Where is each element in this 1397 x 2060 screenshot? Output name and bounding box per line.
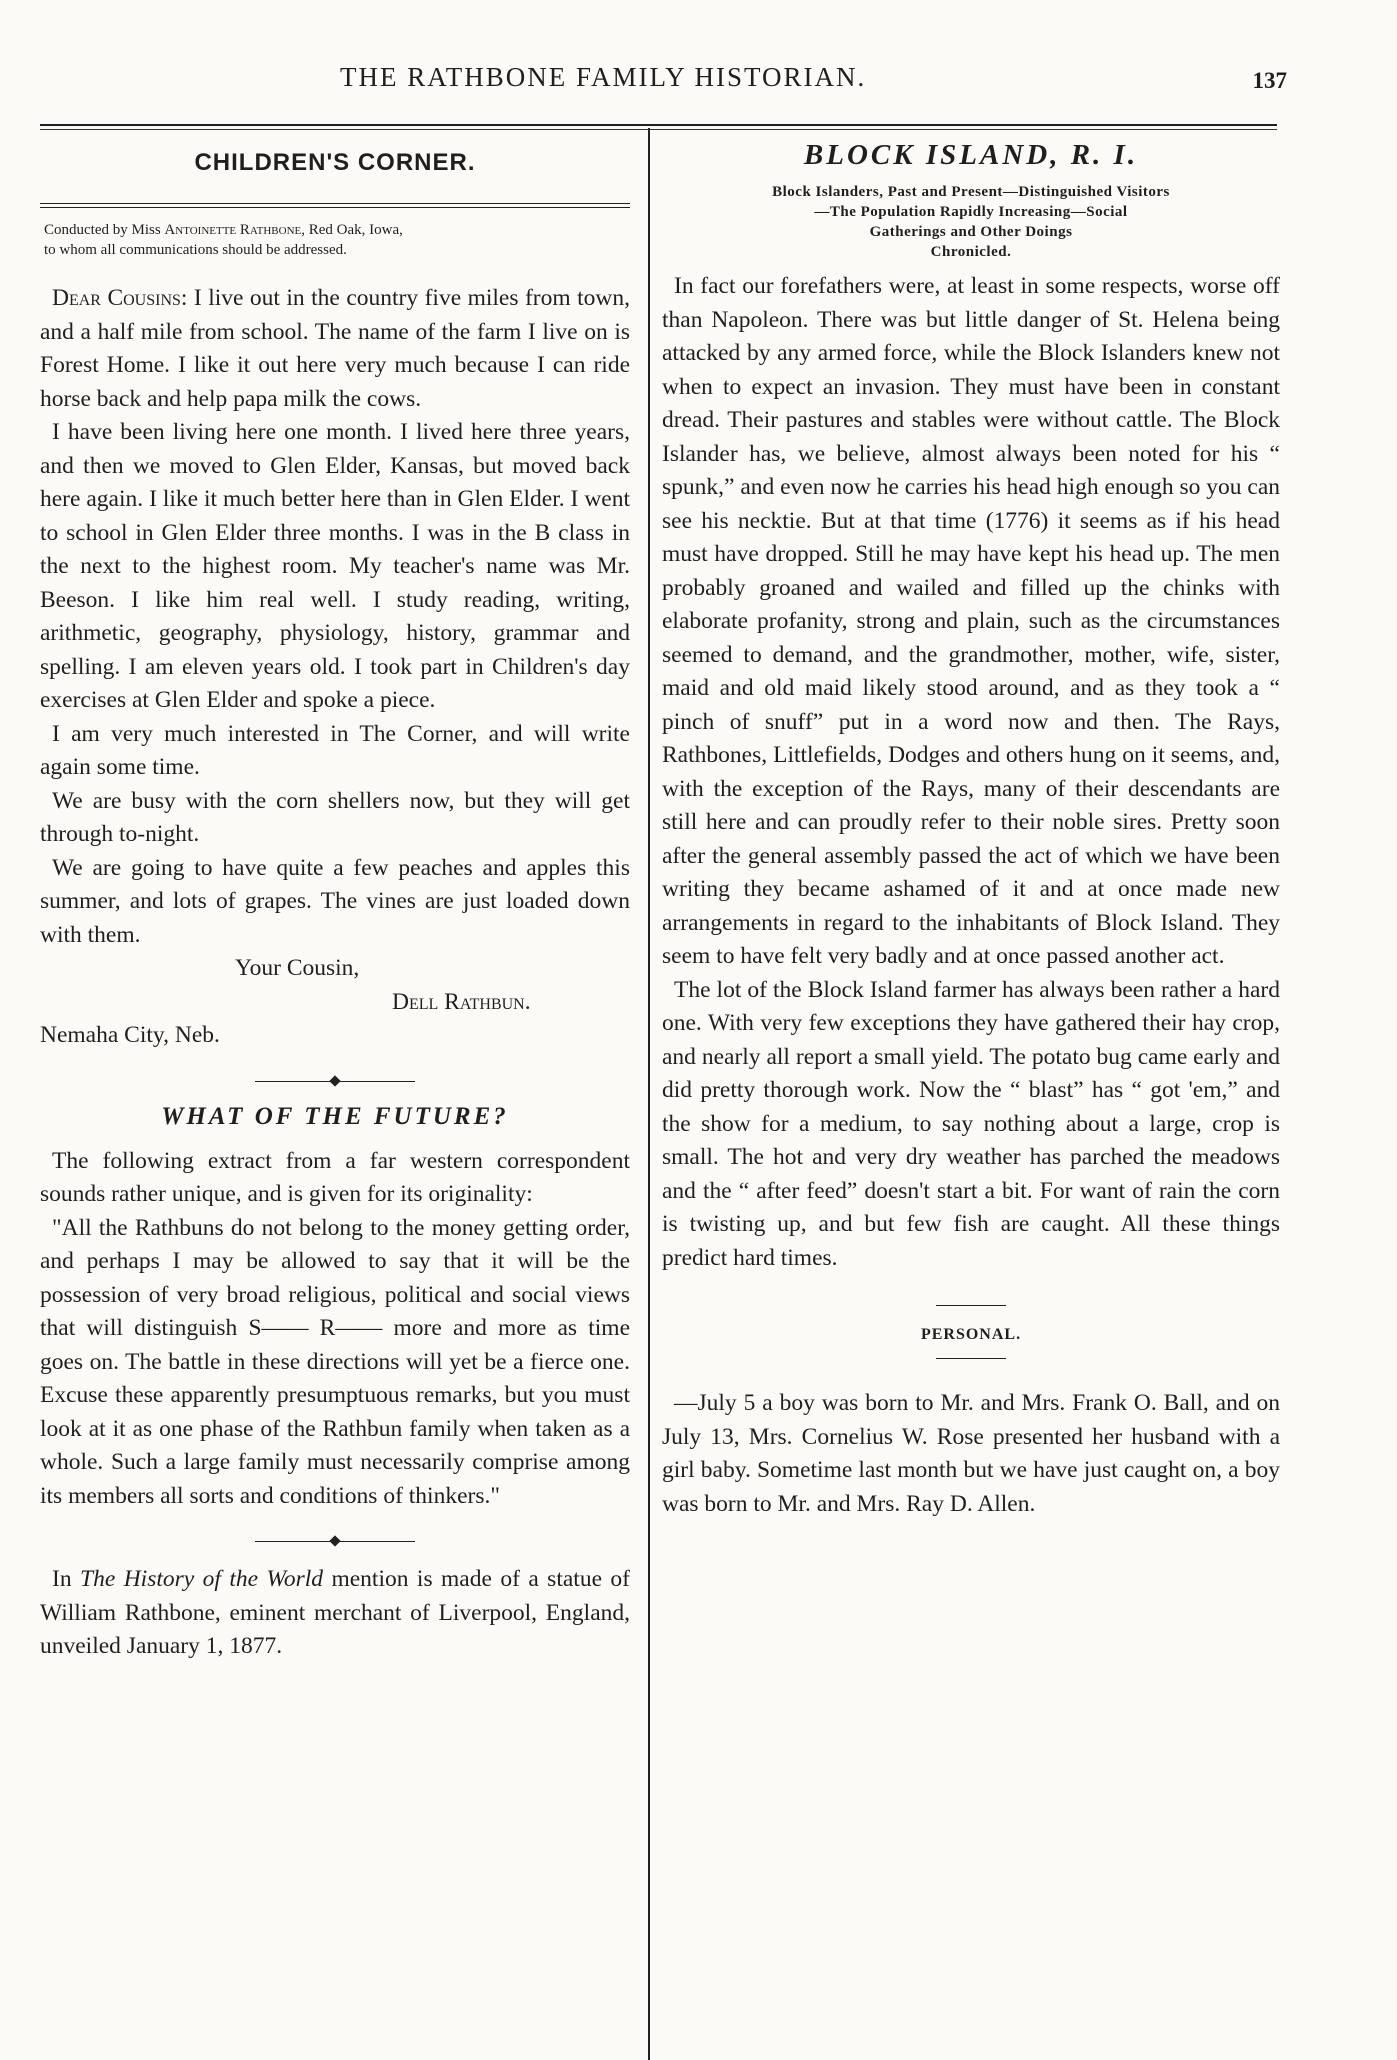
history-pre: In (52, 1566, 81, 1592)
ornament-diamond (329, 1535, 340, 1546)
future-title: WHAT OF THE FUTURE? (161, 1102, 509, 1130)
subhead-line-1: Block Islanders, Past and Present—Distinguished Visitors (772, 184, 1170, 200)
block-island-paragraph-1: In fact our forefathers were, at least in some respects, worse off than Napoleon. There was but little danger of St. Helena being attacked by any armed force, while the Block Islanders knew not when to expect an invasion. They must have been in constant dread. Their pastures and stables were without cattle. The Block Islander has, we believe, almost always been noted for his “ spunk,” and even now he carries his head high enough so you can see his necktie. But at that time (1776) it seems as if his head must have dropped. Still he may have kept his head up. The men probably groaned and wailed and filled up the chinks with elaborate profanity, strong and plain, such as the circumstances seemed to demand, and the grandmother, mother, wife, sister, maid and old maid likely stood around, and as they took a “ pinch of snuff” put in a word now and then. The Rays, Rathbones, Littlefields, Dodges and others hung on it seems, and, with the exception of the Rays, many of their descendants are still here and can proudly refer to their noble sires. Pretty soon after the general assembly passed the act of which we have been writing they became ashamed of it and at once made new arrangements in regard to the inhabitants of Block Island. They seem to have felt very badly and at once passed another act. (662, 273, 1281, 969)
letter-place: Nemaha City, Neb. (40, 1022, 220, 1048)
subhead-line-4: Chronicled. (930, 244, 1012, 260)
block-island-subhead (662, 182, 1280, 262)
future-paragraph-1: The following extract from a far western correspondent sounds rather unique, and is given for its originality: (40, 1147, 630, 1207)
history-paragraph (40, 1563, 630, 1664)
letter-signature: Dell Rathbun. (392, 988, 531, 1015)
page-number: 137 (1252, 68, 1287, 93)
personal-rule-bottom (936, 1358, 1006, 1359)
letter-paragraph-1 (40, 282, 630, 416)
history-post: mention is made of a statue of William Rathbone, eminent merchant of Liverpool, England, unveiled January 1, 1877. (40, 1566, 630, 1659)
ornament-diamond (329, 1075, 340, 1086)
section-rule (40, 203, 630, 208)
conductor-instructions: to whom all communications should be addressed. (44, 242, 347, 258)
personal-title: PERSONAL. (920, 1326, 1022, 1343)
letter-paragraph-2: I have been living here one month. I lived here three years, and then we moved to Glen Elder, Kansas, but moved back here again. I like it much better here than in Glen Elder. I went to school in Glen Elder three months. I was in the B class in the next to the highest room. My teacher's name was Mr. Beeson. I like him real well. I study reading, writing, arithmetic, geography, physiology, history, grammar and spelling. I am eleven years old. I took part in Children's day exercises at Glen Elder and spoke a piece. (40, 419, 630, 713)
childrens-corner-title: CHILDREN'S CORNER. (194, 149, 476, 176)
left-column (40, 135, 630, 1664)
subhead-line-3: Gatherings and Other Doings (869, 224, 1073, 240)
letter-salutation: Dear Cousins: (52, 285, 188, 311)
history-book-title: The History of the World (80, 1566, 324, 1592)
section-ornament-2 (40, 1531, 630, 1553)
header-rule (40, 124, 1277, 126)
conductor-location: , Red Oak, Iowa, (301, 222, 403, 238)
running-header (0, 62, 1397, 112)
letter-paragraph-5: We are going to have quite a few peaches and apples this summer, and lots of grapes. The vines are just loaded down with them. (40, 854, 630, 948)
section-ornament (40, 1071, 630, 1093)
block-island-title: BLOCK ISLAND, R. I. (803, 139, 1139, 171)
conductor-prefix: Conducted by Miss (44, 222, 165, 238)
personal-rule-top (936, 1305, 1006, 1306)
letter-paragraph-1-text: I live out in the country five miles from town, and a half mile from school. The name of the farm I live on is Forest Home. I like it out here very much because I can ride horse back and help papa milk the cows. (40, 285, 630, 412)
right-column (662, 135, 1280, 1521)
personal-paragraph-1: —July 5 a boy was born to Mr. and Mrs. Frank O. Ball, and on July 13, Mrs. Cornelius W. Rose presented her husband with a girl baby. Sometime last month but we have just caught on, a boy was born to Mr. and Mrs. Ray D. Allen. (662, 1390, 1280, 1517)
letter-paragraph-4: We are busy with the corn shellers now, but they will get through to-night. (40, 787, 630, 847)
journal-title: THE RATHBONE FAMILY HISTORIAN. (340, 62, 867, 92)
conductor-note (40, 220, 630, 260)
column-divider (648, 128, 650, 2060)
letter-paragraph-3: I am very much interested in The Corner, and will write again some time. (40, 720, 630, 780)
conductor-name: Antoinette Rathbone (164, 222, 302, 238)
future-paragraph-2: "All the Rathbuns do not belong to the money getting order, and perhaps I may be allowed to say that it will be the possession of very broad religious, political and social views that will distinguish S—— R—— more and more as time goes on. The battle in these directions will yet be a fierce one. Excuse these apparently presumptuous remarks, but you must look at it as one phase of the Rathbun family when taken as a whole. Such a large family must necessarily comprise among its members all sorts and conditions of thinkers." (40, 1214, 630, 1509)
letter-closing: Your Cousin, (235, 955, 360, 981)
block-island-paragraph-2: The lot of the Block Island farmer has always been rather a hard one. With very few exceptions they have gathered their hay crop, and nearly all report a small yield. The potato bug came early and did pretty thorough work. Now the “ blast” has “ got 'em,” and the show for a medium, to say nothing about a large, crop is small. The hot and very dry weather has parched the meadows and the “ after feed” doesn't start a bit. For want of rain the corn is twisting up, and but few fish are caught. All these things predict hard times. (662, 976, 1280, 1271)
subhead-line-2: —The Population Rapidly Increasing—Social (814, 204, 1128, 220)
header-rule-thin (40, 129, 1277, 130)
